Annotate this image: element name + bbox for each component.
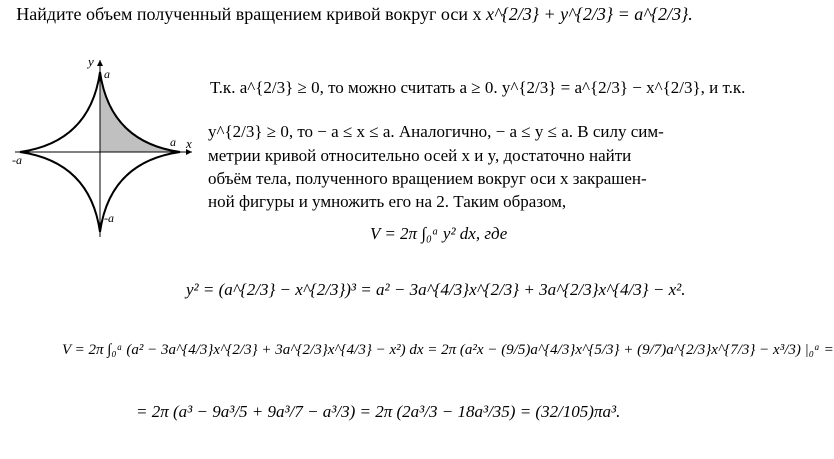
equation-2: V = 2π ∫₀ᵃ (a² − 3a^{4/3}x^{2/3} + 3a^{2/3}x^{4/3} − x²) dx = 2π (a²x − (9/5)a^{4/3}x^{5/3} + (9/7)a^{2/3}x^{7/3} − x³/3) |₀ᵃ = [62, 342, 834, 358]
astroid-figure [10, 52, 200, 242]
x-axis-label: x [186, 136, 192, 151]
label-a-right: a [170, 135, 176, 149]
text-line-2: y^{2/3} ≥ 0, то − a ≤ x ≤ a. Аналогично, − a ≤ y ≤ a. В силу сим- [208, 122, 664, 141]
text-line-4: объём тела, полученного вращением вокруг оси x закрашен- [208, 169, 647, 188]
equation-3: = 2π (a³ − 9a³/5 + 9a³/7 − a³/3) = 2π (2a³/3 − 18a³/35) = (32/105)πa³. [136, 402, 621, 421]
integral-line: V = 2π ∫₀ᵃ y² dx, где [370, 224, 508, 243]
label-a-top: a [104, 67, 110, 81]
title-text: Найдите объем полученный вращением кривой вокруг оси x [16, 4, 482, 24]
label-neg-a-left: -a [12, 153, 22, 167]
text-line-5: ной фигуры и умножить его на 2. Таким образом, [208, 192, 567, 211]
y-axis-label: y [88, 54, 94, 69]
problem-title [0, 4, 709, 25]
shaded-region [100, 72, 180, 152]
title-equation: x^{2/3} + y^{2/3} = a^{2/3}. [486, 4, 693, 24]
text-line-1: Т.к. a^{2/3} ≥ 0, то можно считать a ≥ 0. y^{2/3} = a^{2/3} − x^{2/3}, и т.к. [210, 78, 746, 97]
text-line-3: метрии кривой относительно осей x и y, достаточно найти [208, 146, 632, 165]
equation-1: y² = (a^{2/3} − x^{2/3})³ = a² − 3a^{4/3}x^{2/3} + 3a^{2/3}x^{4/3} − x². [186, 280, 686, 299]
label-neg-a-bottom: -a [104, 211, 114, 225]
